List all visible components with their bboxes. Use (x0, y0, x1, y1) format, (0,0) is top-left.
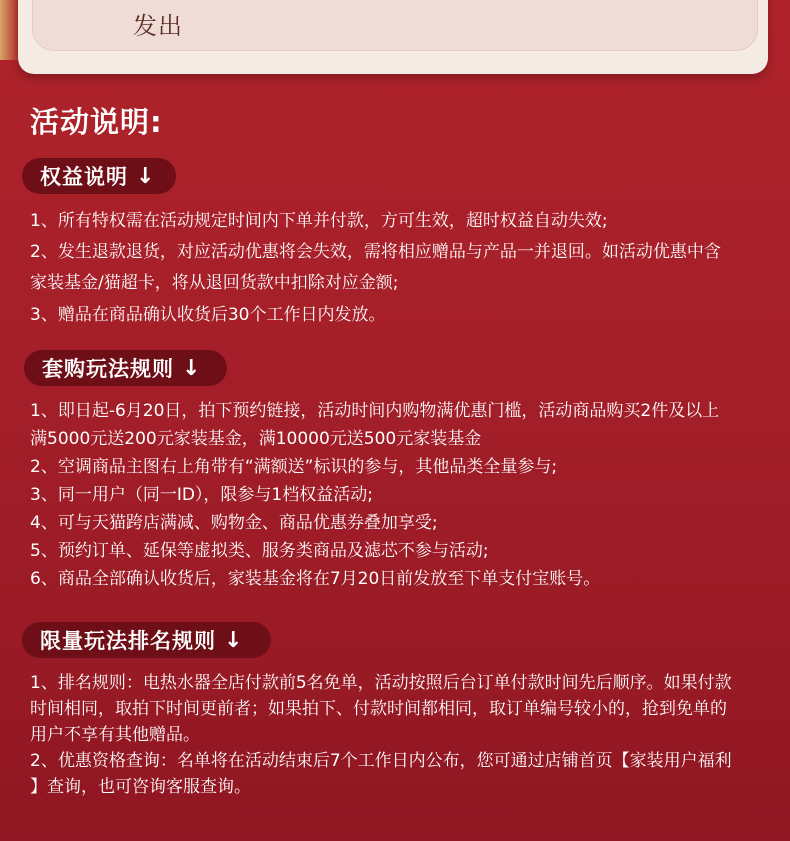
rule-line: 用户不享有其他赠品。 (30, 725, 200, 745)
rule-line: 】查询，也可咨询客服查询。 (30, 777, 251, 797)
rule-line: 4、可与天猫跨店满减、购物金、商品优惠券叠加享受; (30, 513, 438, 533)
rule-line: 2、发生退款退货，对应活动优惠将会失效，需将相应赠品与产品一并退回。如活动优惠中含 (30, 242, 721, 262)
arrow-down-icon: ↓ (136, 163, 156, 189)
rule-line: 6、商品全部确认收货后，家装基金将在7月20日前发放至下单支付宝账号。 (30, 569, 601, 589)
top-card (18, 0, 768, 74)
rule-line: 1、排名规则：电热水器全店付款前5名免单，活动按照后台订单付款时间先后顺序。如果付款 (30, 673, 732, 693)
rule-line: 3、同一用户（同一ID），限参与1档权益活动; (30, 485, 373, 505)
decorative-accent (0, 0, 18, 60)
section-header-bundle-rules (24, 350, 227, 386)
rule-line: 家装基金/猫超卡，将从退回货款中扣除对应金额; (30, 273, 399, 293)
rule-line: 1、所有特权需在活动规定时间内下单并付款，方可生效，超时权益自动失效; (30, 211, 608, 231)
top-card-text: 发出 (133, 12, 183, 40)
arrow-down-icon: ↓ (224, 627, 244, 653)
rule-line: 1、即日起-6月20日，拍下预约链接，活动时间内购物满优惠门槛，活动商品购买2件及以上 (30, 401, 720, 421)
top-card-inner-box (32, 0, 758, 51)
rule-line: 2、空调商品主图右上角带有“满额送”标识的参与，其他品类全量参与; (30, 457, 558, 477)
rule-line: 2、优惠资格查询：名单将在活动结束后7个工作日内公布，您可通过店铺首页【家装用户福利 (30, 751, 732, 771)
rule-line: 3、赠品在商品确认收货后30个工作日内发放。 (30, 305, 386, 325)
activity-description-title: 活动说明: (30, 105, 163, 139)
section-header-label: 套购玩法规则 (42, 357, 174, 381)
rule-line: 时间相同，取拍下时间更前者；如果拍下、付款时间都相同，取订单编号较小的，抢到免单的 (30, 699, 727, 719)
section-header-rights (22, 158, 176, 194)
arrow-down-icon: ↓ (182, 355, 202, 381)
rule-line: 5、预约订单、延保等虚拟类、服务类商品及滤芯不参与活动; (30, 541, 489, 561)
rule-line: 满5000元送200元家装基金，满10000元送500元家装基金 (30, 429, 482, 449)
section-header-label: 权益说明 (40, 165, 128, 189)
section-header-label: 限量玩法排名规则 (40, 629, 216, 653)
section-header-limited-ranking-rules (22, 622, 271, 658)
